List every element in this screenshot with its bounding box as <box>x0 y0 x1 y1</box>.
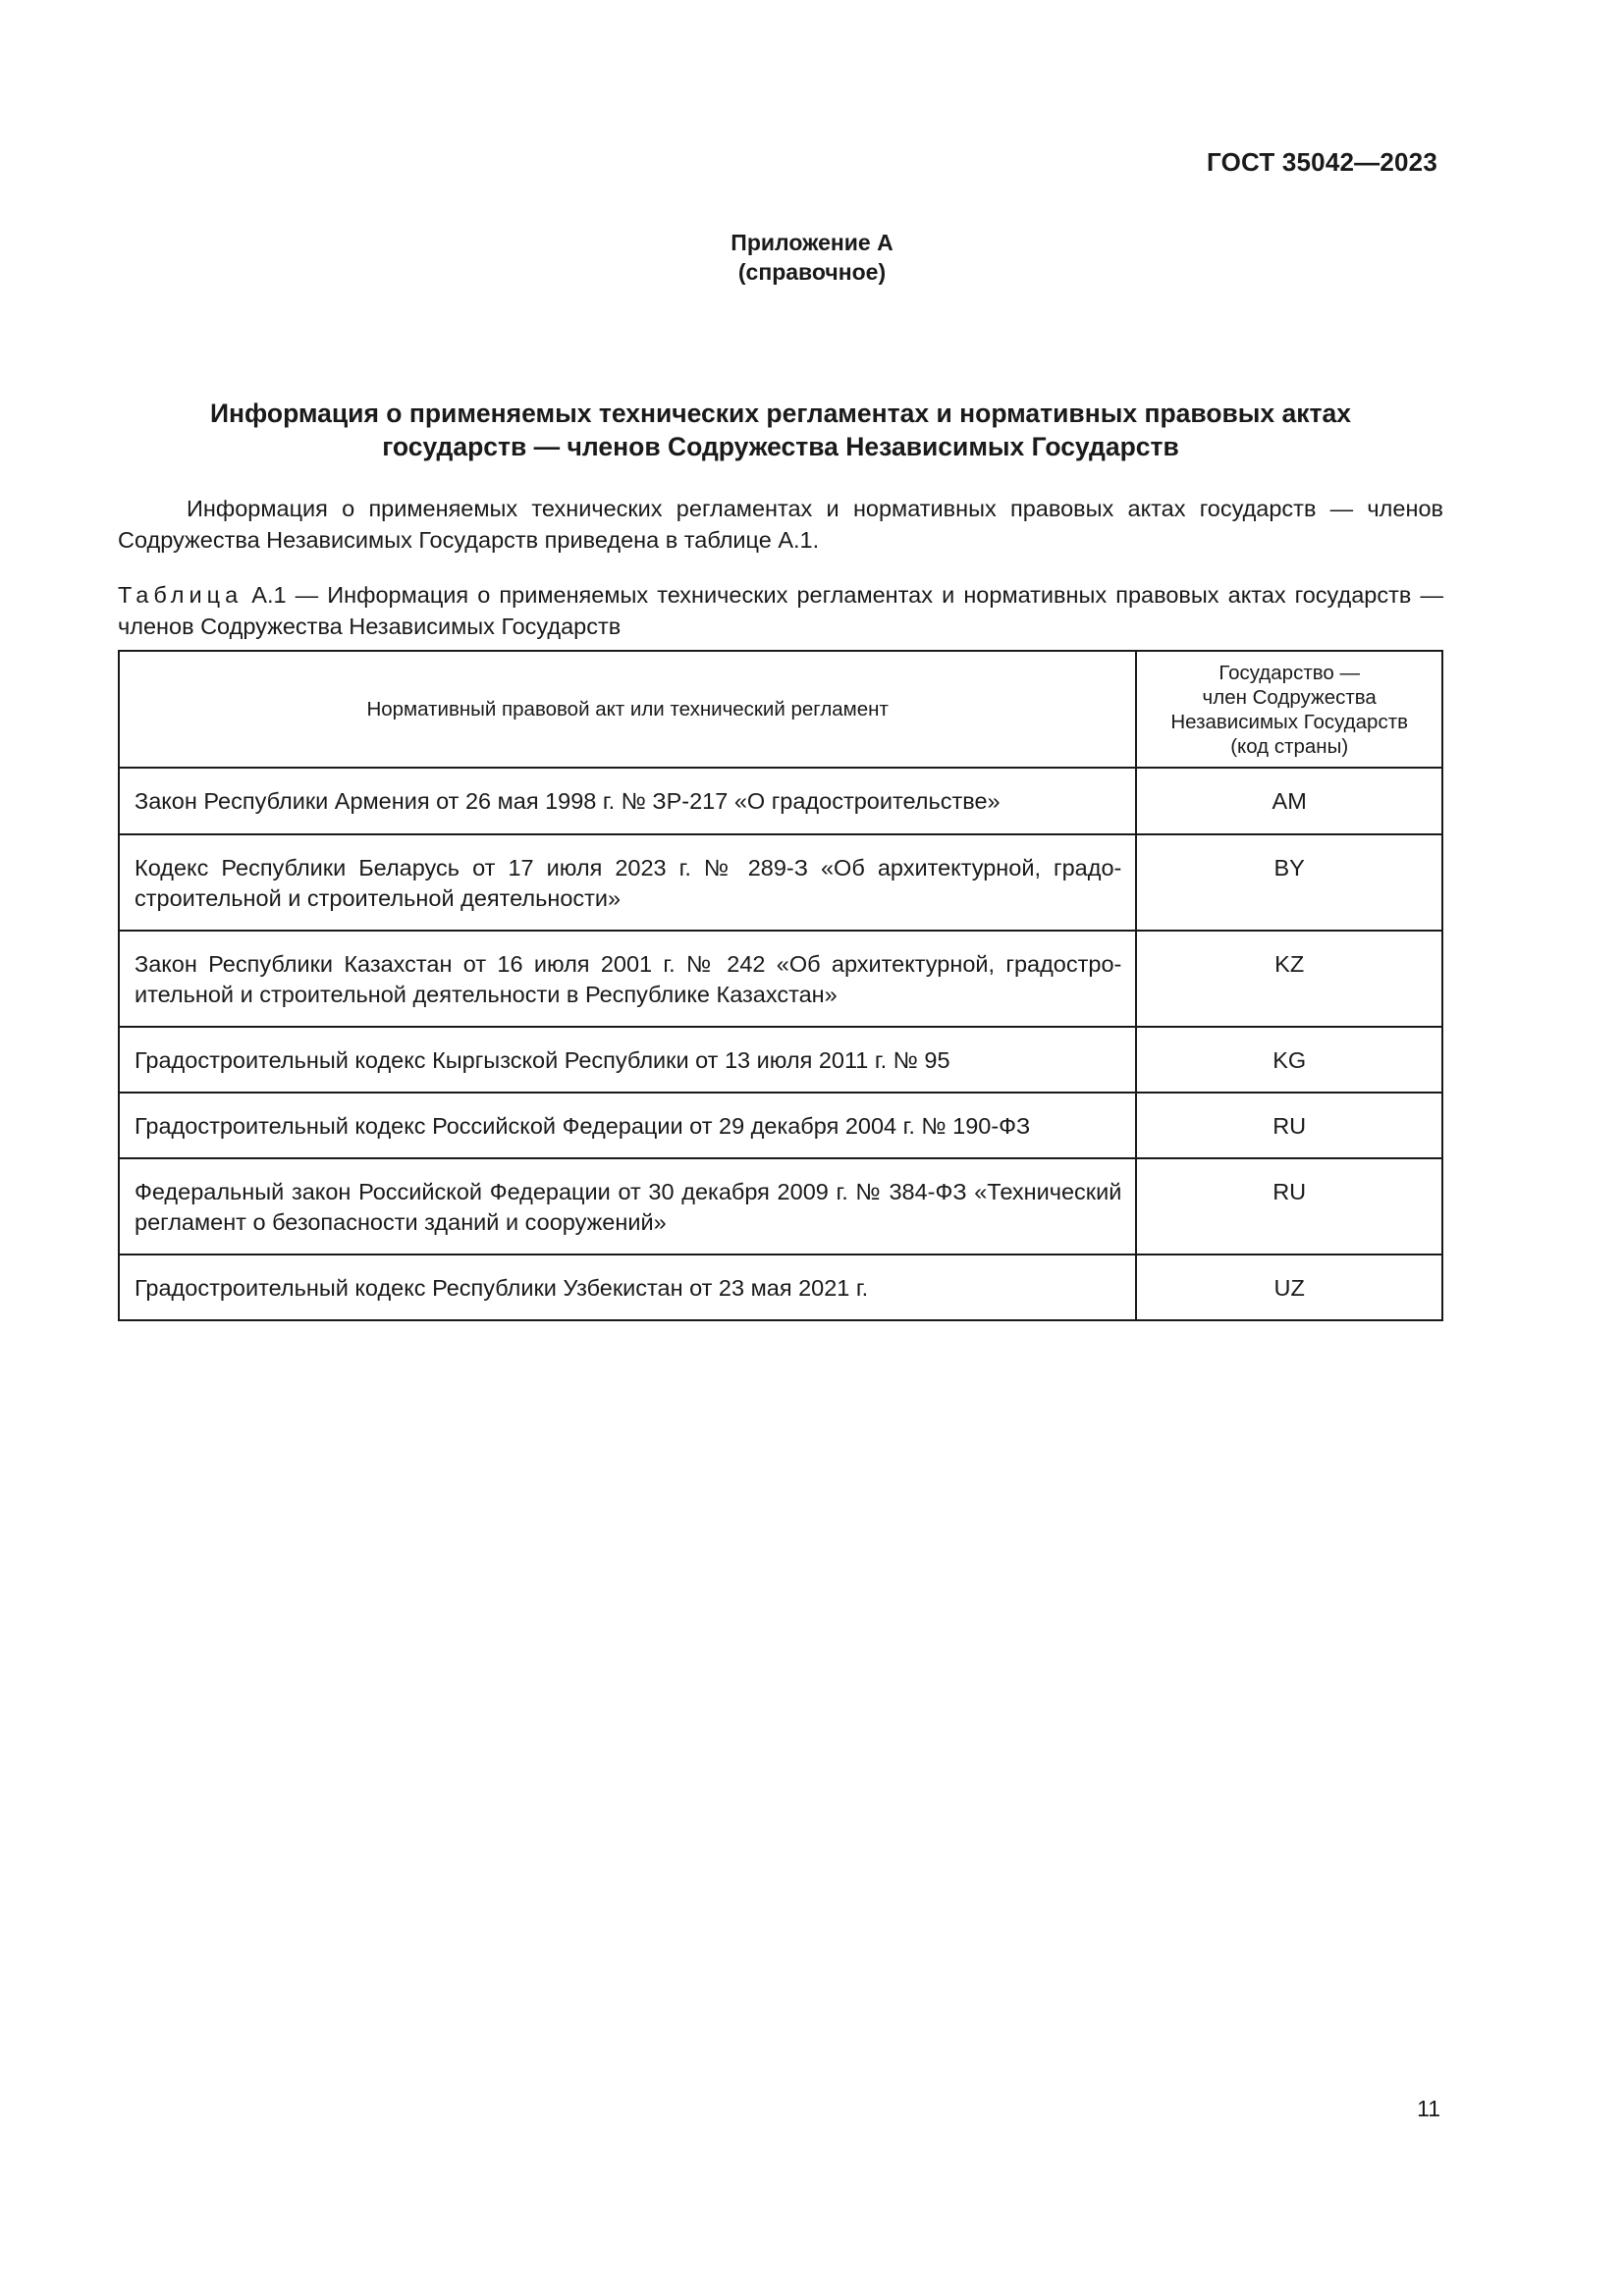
table-row <box>119 931 1442 1027</box>
country-code-cell: KZ <box>1136 931 1442 1027</box>
country-code-cell: RU <box>1136 1158 1442 1255</box>
act-cell: Кодекс Республики Беларусь от 17 июля 2023 г. № 289-З «Об архитектурной, градостроительной и строительной деятельности» <box>119 834 1136 931</box>
column-header-code-line-4: (код страны) <box>1230 734 1349 758</box>
table-row <box>119 1158 1442 1255</box>
column-header-act: Нормативный правовой акт или технический регламент <box>119 651 1136 768</box>
table-header-row <box>119 651 1442 768</box>
act-cell: Закон Республики Казахстан от 16 июля 2001 г. № 242 «Об архитектурной, градостроительной и строительной деятельности в Республике Казахстан» <box>119 931 1136 1027</box>
table-caption-label: Таблица <box>118 582 244 608</box>
country-code-cell: KG <box>1136 1027 1442 1093</box>
section-title <box>118 397 1443 463</box>
country-code-cell: AM <box>1136 768 1442 834</box>
table-caption-text: А.1 — Информация о применяемых технических регламентах и нормативных правовых актах государств — членов Содружества Независимых Государств <box>118 582 1443 639</box>
column-header-code-line-2: член Содружества <box>1202 685 1377 709</box>
section-title-line-2: государств — членов Содружества Независимых Государств <box>382 432 1179 461</box>
intro-paragraph: Информация о применяемых технических регламентах и нормативных правовых актах государств — членов Содружества Независимых Государств приведена в таблице А.1. <box>118 496 1443 553</box>
acts-table <box>118 650 1443 1321</box>
act-cell: Закон Республики Армения от 26 мая 1998 г. № ЗР-217 «О градостроительстве» <box>119 768 1136 834</box>
table-row <box>119 768 1442 834</box>
appendix-heading <box>0 228 1624 287</box>
act-cell: Градостроительный кодекс Кыргызской Республики от 13 июля 2011 г. № 95 <box>119 1027 1136 1093</box>
table-row <box>119 1093 1442 1158</box>
page-number: 11 <box>1417 2096 1440 2121</box>
table-caption <box>118 579 1443 642</box>
appendix-subtitle: (справочное) <box>737 259 887 285</box>
appendix-title: Приложение А <box>731 230 893 255</box>
table-row <box>119 1255 1442 1320</box>
document-designation: ГОСТ 35042—2023 <box>1207 147 1437 177</box>
column-header-country-code <box>1136 651 1442 768</box>
country-code-cell: RU <box>1136 1093 1442 1158</box>
act-cell: Градостроительный кодекс Российской Федерации от 29 декабря 2004 г. № 190-ФЗ <box>119 1093 1136 1158</box>
column-header-code-line-1: Государство — <box>1218 661 1360 684</box>
country-code-cell: UZ <box>1136 1255 1442 1320</box>
country-code-cell: BY <box>1136 834 1442 931</box>
table-row <box>119 1027 1442 1093</box>
table-row <box>119 834 1442 931</box>
column-header-code-line-3: Независимых Государств <box>1170 710 1408 733</box>
section-title-line-1: Информация о применяемых технических регламентах и нормативных правовых актах <box>209 399 1351 428</box>
act-cell: Федеральный закон Российской Федерации от 30 декабря 2009 г. № 384-ФЗ «Технический регламент о безопасности зданий и сооружений» <box>119 1158 1136 1255</box>
act-cell: Градостроительный кодекс Республики Узбекистан от 23 мая 2021 г. <box>119 1255 1136 1320</box>
